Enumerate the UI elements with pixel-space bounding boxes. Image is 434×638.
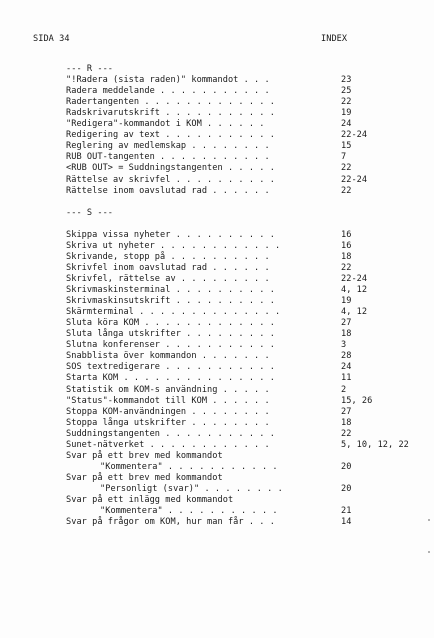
index-entry xyxy=(0,86,434,97)
index-entry xyxy=(0,473,434,484)
entry-pages: 18 xyxy=(341,251,352,262)
page-number-header: SIDA 34 xyxy=(33,34,70,44)
entry-pages: 15 xyxy=(341,141,352,152)
index-entry xyxy=(0,318,434,329)
entry-text: Skippa vissa nyheter . . . . . . . . . . xyxy=(66,229,275,240)
entry-pages: 16 xyxy=(341,229,352,240)
index-entry xyxy=(0,152,434,163)
entry-text: "Kommentera" . . . . . . . . . . . xyxy=(100,461,278,472)
index-entry xyxy=(0,329,434,340)
section-heading xyxy=(0,64,434,75)
index-entry xyxy=(0,429,434,440)
index-entry xyxy=(0,186,434,197)
index-entry xyxy=(0,263,434,274)
index-entry xyxy=(0,517,434,528)
index-entry xyxy=(0,97,434,108)
index-entry xyxy=(0,506,434,517)
entry-text: <RUB OUT> = Suddningstangenten . . . . . xyxy=(66,163,275,174)
index-entry xyxy=(0,351,434,362)
entry-text: RUB OUT-tangenten . . . . . . . . . . . xyxy=(66,152,270,163)
entry-text: Skrivmaskinsutskrift . . . . . . . . . . xyxy=(66,296,275,307)
index-entry xyxy=(0,274,434,285)
entry-pages: 24 xyxy=(341,362,352,373)
entry-text: Svar på ett brev med kommandot xyxy=(66,472,223,483)
entry-text: Rättelse av skrivfel . . . . . . . . . . xyxy=(66,174,275,185)
entry-text: Skrivfel inom oavslutad rad . . . . . . xyxy=(66,262,270,273)
entry-text: Skärmterminal . . . . . . . . . . . . . . xyxy=(66,307,281,318)
entry-text: Radera meddelande . . . . . . . . . . . xyxy=(66,86,270,97)
entry-text: Svar på ett inlägg med kommandot xyxy=(66,495,234,505)
entry-pages: 2 xyxy=(341,384,347,395)
entry-pages: 22-24 xyxy=(341,130,368,141)
scan-speck xyxy=(428,519,430,521)
entry-text: Radertangenten . . . . . . . . . . . . . xyxy=(66,97,275,108)
entry-pages: 20 xyxy=(341,483,352,494)
entry-pages: 24 xyxy=(341,119,352,130)
entry-pages: 4, 12 xyxy=(341,285,368,295)
entry-text: "!Radera (sista raden)" kommandot . . . xyxy=(66,75,270,85)
index-entry xyxy=(0,230,434,241)
index-entry xyxy=(0,373,434,384)
index-entry xyxy=(0,296,434,307)
entry-text: Sunet-nätverket . . . . . . . . . . . . xyxy=(66,439,270,450)
entry-pages: 16 xyxy=(341,240,352,251)
section-letter: --- S --- xyxy=(66,207,114,218)
entry-text: "Redigera"-kommandot i KOM . . . . . . xyxy=(66,119,265,130)
index-entry xyxy=(0,462,434,473)
entry-text: Skrivmaskinsterminal . . . . . . . . . . xyxy=(66,285,275,295)
entry-text: Stoppa KOM-användningen . . . . . . . . xyxy=(66,406,270,417)
entry-text: Sluta långa utskrifter . . . . . . . . . xyxy=(66,329,275,340)
index-entry xyxy=(0,252,434,263)
index-entry xyxy=(0,307,434,318)
entry-text: Starta KOM . . . . . . . . . . . . . . . xyxy=(66,373,275,384)
entry-pages: 18 xyxy=(341,417,352,428)
entry-pages: 7 xyxy=(341,152,347,163)
entry-pages: 22-24 xyxy=(341,174,368,185)
entry-pages: 14 xyxy=(341,517,352,527)
entry-pages: 3 xyxy=(341,340,347,351)
index-entry xyxy=(0,484,434,495)
section-title-header: INDEX xyxy=(321,34,348,44)
entry-text: Skrivande, stopp på . . . . . . . . . . xyxy=(66,251,270,262)
index-entry xyxy=(0,108,434,119)
entry-text: Reglering av medlemskap . . . . . . . . xyxy=(66,141,270,152)
index-entry xyxy=(0,385,434,396)
entry-pages: 28 xyxy=(341,351,352,362)
index-entry xyxy=(0,440,434,451)
entry-text: SOS textredigerare . . . . . . . . . . . xyxy=(66,362,275,373)
entry-text: Suddningstangenten . . . . . . . . . . . xyxy=(66,428,275,439)
entry-text: Rättelse inom oavslutad rad . . . . . . xyxy=(66,185,270,196)
index-entry xyxy=(0,130,434,141)
entry-text: "Kommentera" . . . . . . . . . . . xyxy=(100,506,278,516)
index-entry xyxy=(0,175,434,186)
entry-text: Redigering av text . . . . . . . . . . . xyxy=(66,130,275,141)
entry-text: Sluta köra KOM . . . . . . . . . . . . . xyxy=(66,318,275,329)
index-entry xyxy=(0,340,434,351)
entry-pages: 22 xyxy=(341,163,352,174)
index-entry xyxy=(0,396,434,407)
entry-text: Statistik om KOM-s användning . . . . . xyxy=(66,384,270,395)
entry-pages: 27 xyxy=(341,406,352,417)
entry-text: "Personligt (svar)" . . . . . . . . xyxy=(100,483,283,494)
entry-text: Stoppa långa utskrifter . . . . . . . . xyxy=(66,417,270,428)
entry-pages: 4, 12 xyxy=(341,307,368,318)
entry-pages: 15, 26 xyxy=(341,395,373,406)
entry-pages: 27 xyxy=(341,318,352,329)
index-entry xyxy=(0,285,434,296)
entry-text: Svar på ett brev med kommandot xyxy=(66,450,223,461)
entry-text: Slutna konferenser . . . . . . . . . . . xyxy=(66,340,275,351)
index-entry xyxy=(0,407,434,418)
scan-speck xyxy=(428,551,430,553)
entry-pages: 22-24 xyxy=(341,274,368,284)
index-entry xyxy=(0,241,434,252)
entry-pages: 18 xyxy=(341,329,352,340)
entry-pages: 20 xyxy=(341,461,352,472)
entry-text: Snabblista över kommandon . . . . . . . xyxy=(66,351,270,362)
entry-pages: 23 xyxy=(341,75,352,85)
entry-pages: 25 xyxy=(341,86,352,97)
index-entry xyxy=(0,451,434,462)
section-letter: --- R --- xyxy=(66,64,114,74)
entry-pages: 5, 10, 12, 22 xyxy=(341,439,409,450)
entry-pages: 22 xyxy=(341,428,352,439)
entry-pages: 22 xyxy=(341,262,352,273)
entry-pages: 11 xyxy=(341,373,352,384)
index-entry xyxy=(0,163,434,174)
index-entry xyxy=(0,119,434,130)
entry-pages: 22 xyxy=(341,97,352,108)
index-entry xyxy=(0,362,434,373)
entry-text: Skriva ut nyheter . . . . . . . . . . . . xyxy=(66,240,281,251)
entry-text: Radskrivarutskrift . . . . . . . . . . . xyxy=(66,108,275,119)
entry-pages: 22 xyxy=(341,185,352,196)
entry-pages: 19 xyxy=(341,296,352,307)
index-entry xyxy=(0,418,434,429)
entry-text: "Status"-kommandot till KOM . . . . . . xyxy=(66,395,270,406)
blank-line xyxy=(0,219,434,230)
entry-pages: 21 xyxy=(341,506,352,516)
section-heading xyxy=(0,208,434,219)
entry-pages: 19 xyxy=(341,108,352,119)
blank-line xyxy=(0,197,434,208)
index-entry xyxy=(0,141,434,152)
entry-text: Svar på frågor om KOM, hur man får . . . xyxy=(66,517,275,527)
entry-text: Skrivfel, rättelse av . . . . . . . . . xyxy=(66,274,270,284)
index-entry xyxy=(0,495,434,506)
index-entry xyxy=(0,75,434,86)
